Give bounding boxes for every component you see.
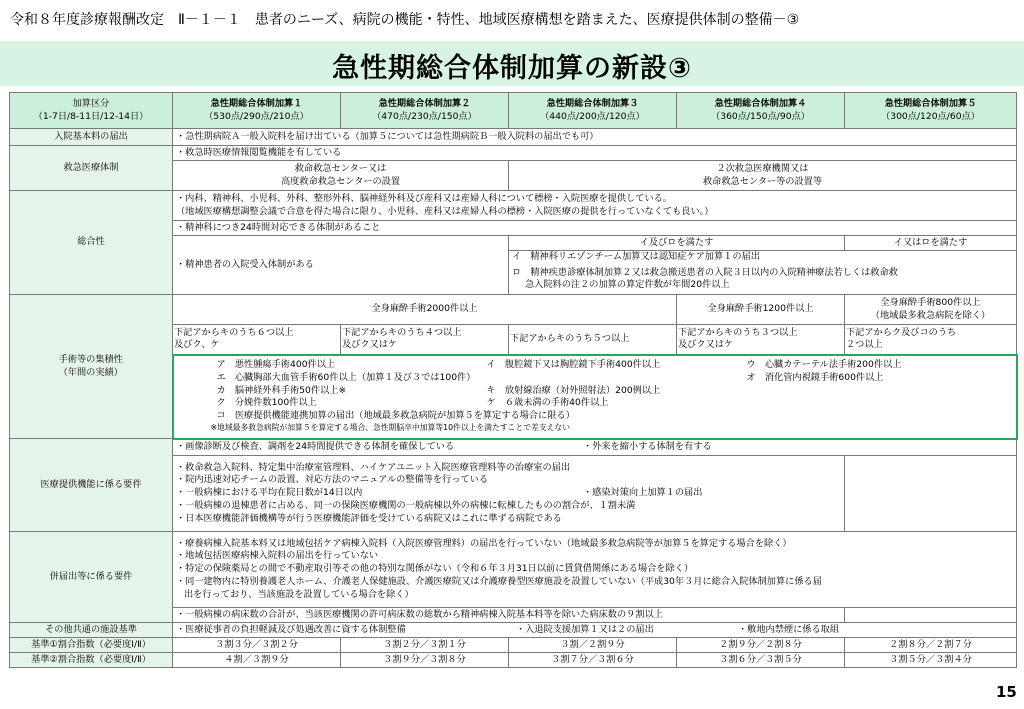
- general-dept-cell: [173, 191, 1017, 221]
- col-name: 急性期総合体制加算１: [210, 97, 303, 109]
- function-row-1: [10, 439, 1017, 456]
- function-l5: ・日本医療機能評価機構等が行う医療機能評価を受けている病院又はこれに準ずる病院である: [176, 512, 562, 524]
- basic-fee-row: [10, 129, 1017, 146]
- surgery-req-1: [173, 325, 341, 355]
- row-label-general: 総合性: [10, 191, 173, 295]
- emergency-right-cell: [509, 161, 1017, 191]
- page-title: 急性期総合体制加算の新設③: [332, 53, 692, 84]
- emergency-info-text: ・救急時医療情報閲覧機能を有している: [173, 146, 1017, 161]
- function-24h-text: ・画像診断及び検査、調剤を24時間提供できる体制を確保している: [176, 440, 455, 452]
- general-psych24-text: ・精神科につき24時間対応できる体制があること: [173, 221, 1017, 236]
- concurrent-l3: ・特定の保険薬局との間で不動産取引等その他の特別な関係がない（令和６年３月31日以前に賃貸借関係にある場合を除く）: [176, 563, 694, 575]
- req2-l2: 及びク又はケ: [342, 339, 398, 351]
- col-name: 急性期総合体制加算５: [884, 97, 977, 109]
- row-label-function: 医療提供機能に係る要件: [10, 439, 173, 532]
- surgery-req-5: [845, 325, 1017, 355]
- anes-800-l1: 全身麻酔手術800件以上: [880, 296, 981, 308]
- ratio1-col-2: ３割２分／３割１分: [341, 638, 509, 653]
- general-dept-text: ・内科、精神科、小児科、外科、整形外科、脳神経外科及び産科又は産婦人科について標榜・入院医療を提供している。: [176, 192, 672, 204]
- function-l4: ・一般病棟の退棟患者に占める、同一の保険医療機関の一般病棟以外の病棟に転棟したものの割合が、１割未満: [176, 499, 636, 511]
- ratio1-col-1: ３割３分／３割２分: [173, 638, 341, 653]
- row-label-concurrent: 併届出等に係る要件: [10, 532, 173, 623]
- surgery-item-empty: [487, 372, 747, 385]
- row-label-surgery: [10, 295, 173, 439]
- emergency-right-l1: ２次救急医療機関又は: [716, 162, 809, 174]
- requirements-table: [9, 92, 1018, 668]
- function-l2: ・院内迅速対応チームの設置、対応方法のマニュアルの整備等を行っている: [176, 474, 489, 486]
- general-opt-i: イ 精神科リエゾンチーム加算又は認知症ケア加算１の届出: [509, 251, 1017, 265]
- anes-2000: 全身麻酔手術2000件以上: [173, 295, 677, 325]
- ratio1-col-4: ２割９分／２割８分: [677, 638, 845, 653]
- concurrent-l1: ・療養病棟入院基本料又は地域包括ケア病棟入院料（入院医療管理料）の届出を行っていない（地域最多救急病院等が加算５を算定する場合を除く）: [176, 537, 792, 549]
- emergency-left-cell: [173, 161, 509, 191]
- col-points: （530点/290点/210点）: [204, 110, 309, 122]
- surgery-item: オ 消化管内視鏡手術600件以上: [746, 372, 884, 384]
- basic-fee-text: ・急性期病院Ａ一般入院料を届け出ている（加算５については急性期病院Ｂ一般入院料の届出でも可）: [173, 129, 1017, 146]
- function-list-cell: [173, 456, 845, 532]
- col-points: （440点/200点/120点）: [540, 110, 645, 122]
- surgery-req-3: 下記アからキのうち５つ以上: [509, 325, 677, 355]
- surgery-item: ア 悪性腫瘍手術400件以上: [216, 359, 336, 371]
- anes-800-cell: [845, 295, 1017, 325]
- emergency-left-l1: 救命救急センター又は: [294, 162, 387, 174]
- ratio2-col-5: ３割５分／３割４分: [845, 653, 1017, 668]
- header-col-2: [341, 93, 509, 129]
- col-points: （360点/150点/90点）: [711, 110, 810, 122]
- header-col-5: [845, 93, 1017, 129]
- col-name: 急性期総合体制加算２: [378, 97, 471, 109]
- surgery-items-grid: [177, 359, 1013, 410]
- req1-l2: 及びク、ケ: [174, 339, 220, 351]
- surgery-item: ケ ６歳未満の手術40件以上: [486, 397, 609, 409]
- function-l3a: ・一般病棟における平均在院日数が14日以内: [176, 487, 363, 499]
- surgery-item-empty: [747, 385, 1013, 398]
- common-c: ・敷地内禁煙に係る取組: [738, 623, 840, 635]
- header-col-3: [509, 93, 677, 129]
- header-label-cell: [10, 93, 173, 129]
- row-label-basic-fee: 入院基本料の届出: [10, 129, 173, 146]
- surgery-item: カ 脳神経外科手術50件以上※: [216, 384, 347, 396]
- surgery-item: ク 分娩件数100件以上: [216, 397, 317, 409]
- concurrent-l6: ・一般病棟の病床数の合計が、当該医療機関の許可病床数の総数から精神病棟入院基本料等を除いた病床数の９割以上: [173, 608, 845, 623]
- req4-l1: 下記アからキのうち３つ以上: [678, 326, 798, 338]
- surgery-items-cell: [173, 355, 1017, 439]
- header-col-1: [173, 93, 341, 129]
- header-bar: [0, 0, 1024, 41]
- req1-l1: 下記アからキのうち６つ以上: [174, 326, 294, 338]
- surgery-item: イ 腹腔鏡下又は胸腔鏡下手術400件以上: [486, 359, 661, 371]
- ratio1-col-3: ３割／２割９分: [509, 638, 677, 653]
- req5-l1: 下記アからク及びコのうち: [846, 326, 957, 338]
- concurrent-list-cell: [173, 532, 1017, 608]
- col-name: 急性期総合体制加算３: [546, 97, 639, 109]
- surgery-note: ※地域最多救急病院が加算５を算定する場合、急性期脳卒中加算等10件以上を満たすことで差支えない: [210, 422, 571, 432]
- surgery-item: キ 放射線治療（対外照射法）200例以上: [486, 384, 661, 396]
- ratio2-col-1: ４割／３割９分: [173, 653, 341, 668]
- surgery-anesthesia-row: [10, 295, 1017, 325]
- surgery-item: エ 心臓胸部大血管手術60件以上（加算１及び３では100件）: [216, 372, 476, 384]
- surgery-label-l2: （年間の実績）: [58, 366, 123, 378]
- row-label-common: その他共通の施設基準: [10, 623, 173, 638]
- row-label-ratio1: 基準①割合指数（必要度Ⅰ/Ⅱ）: [10, 638, 173, 653]
- ratio2-col-3: ３割７分／３割６分: [509, 653, 677, 668]
- header-label-days: （1-7日/8-11日/12-14日）: [33, 110, 149, 122]
- surgery-item-empty: [747, 397, 1013, 410]
- surgery-item: ウ 心臓カテーテル法手術200件以上: [746, 359, 902, 371]
- surgery-item-ko: コ 医療提供機能連携加算の届出（地域最多救急病院が加算５を算定する場合に限る）: [216, 410, 575, 422]
- function-l1: ・救命救急入院料、特定集中治療室管理料、ハイケアユニット入院医療管理料等の治療室の届出: [176, 461, 571, 473]
- anes-800-l2: （地域最多救急病院を除く）: [870, 309, 991, 321]
- emergency-row: [10, 146, 1017, 161]
- general-opt-ro-l1: ロ 精神疾患診療体制加算２又は救急搬送患者の入院３日以内の入院精神療法若しくは救命救: [512, 266, 898, 278]
- general-either-head: イ又はロを満たす: [845, 236, 1017, 251]
- ratio2-row: [10, 653, 1017, 668]
- common-b: ・入退院支援加算１又は２の届出: [516, 623, 654, 635]
- concurrent-l2: ・地域包括医療病棟入院料の届出を行っていない: [176, 550, 379, 562]
- general-dept-note: （地域医療構想調整会議で合意を得た場合に限り、小児科、産科又は産婦人科の標榜・入院医療の提供を行っていなくても良い。）: [176, 205, 714, 217]
- header-text: 令和８年度診療報酬改定 Ⅱ－１－１ 患者のニーズ、病院の機能・特性、地域医療構想を踏まえた、医療提供体制の整備－③: [10, 12, 800, 28]
- concurrent-l5: 出を行っており、当該施設を設置している場合を除く）: [184, 588, 414, 600]
- surgery-req-4: [677, 325, 845, 355]
- header-col-4: [677, 93, 845, 129]
- function-24h-cell: [173, 439, 1017, 456]
- general-row: [10, 191, 1017, 221]
- concurrent-empty-cell: [845, 608, 1017, 623]
- emergency-left-l2: 高度救命救急センターの設置: [280, 175, 401, 187]
- ratio2-col-2: ３割９分／３割８分: [341, 653, 509, 668]
- row-label-ratio2: 基準②割合指数（必要度Ⅰ/Ⅱ）: [10, 653, 173, 668]
- col-points: （470点/230点/150点）: [372, 110, 477, 122]
- col-points: （300点/120点/60点）: [881, 110, 980, 122]
- general-psych-text: ・精神患者の入院受入体制がある: [173, 236, 509, 295]
- row-label-emergency: 救急医療体制: [10, 146, 173, 191]
- concurrent-row-1: [10, 532, 1017, 608]
- common-row: [10, 623, 1017, 638]
- function-empty-cell: [845, 456, 1017, 532]
- table-header-row: [10, 93, 1017, 129]
- surgery-req-2: [341, 325, 509, 355]
- header-label: 加算区分: [72, 97, 110, 109]
- ratio2-col-4: ３割６分／３割５分: [677, 653, 845, 668]
- concurrent-l4: ・同一建物内に特別養護老人ホーム、介護老人保健施設、介護医療院又は介護療養型医療施設を設置していない（平成30年３月に総合入院体制加算に係る届: [176, 575, 822, 587]
- anes-1200: 全身麻酔手術1200件以上: [677, 295, 845, 325]
- req4-l2: 及びク又はケ: [678, 339, 734, 351]
- req2-l1: 下記アからキのうち４つ以上: [342, 326, 462, 338]
- ratio1-col-5: ２割８分／２割７分: [845, 638, 1017, 653]
- common-cell: [173, 623, 1017, 638]
- general-both-head: イ及びロを満たす: [509, 236, 845, 251]
- col-name: 急性期総合体制加算４: [714, 97, 807, 109]
- req5-l2: ２つ以上: [846, 339, 883, 351]
- general-opt-ro-l2: 急入院料の注２の加算の算定件数が年間20件以上: [525, 279, 730, 291]
- surgery-label-l1: 手術等の集積性: [58, 353, 123, 365]
- general-opt-ro-cell: [509, 265, 1017, 295]
- emergency-right-l2: 救命救急センター等の設置等: [702, 175, 823, 187]
- function-l3b: ・感染対策向上加算１の届出: [583, 487, 703, 499]
- page-number: 15: [996, 683, 1017, 701]
- common-a: ・医療従事者の負担軽減及び処遇改善に資する体制整備: [176, 623, 406, 635]
- ratio1-row: [10, 638, 1017, 653]
- function-outpatient-text: ・外来を縮小する体制を有する: [583, 440, 712, 452]
